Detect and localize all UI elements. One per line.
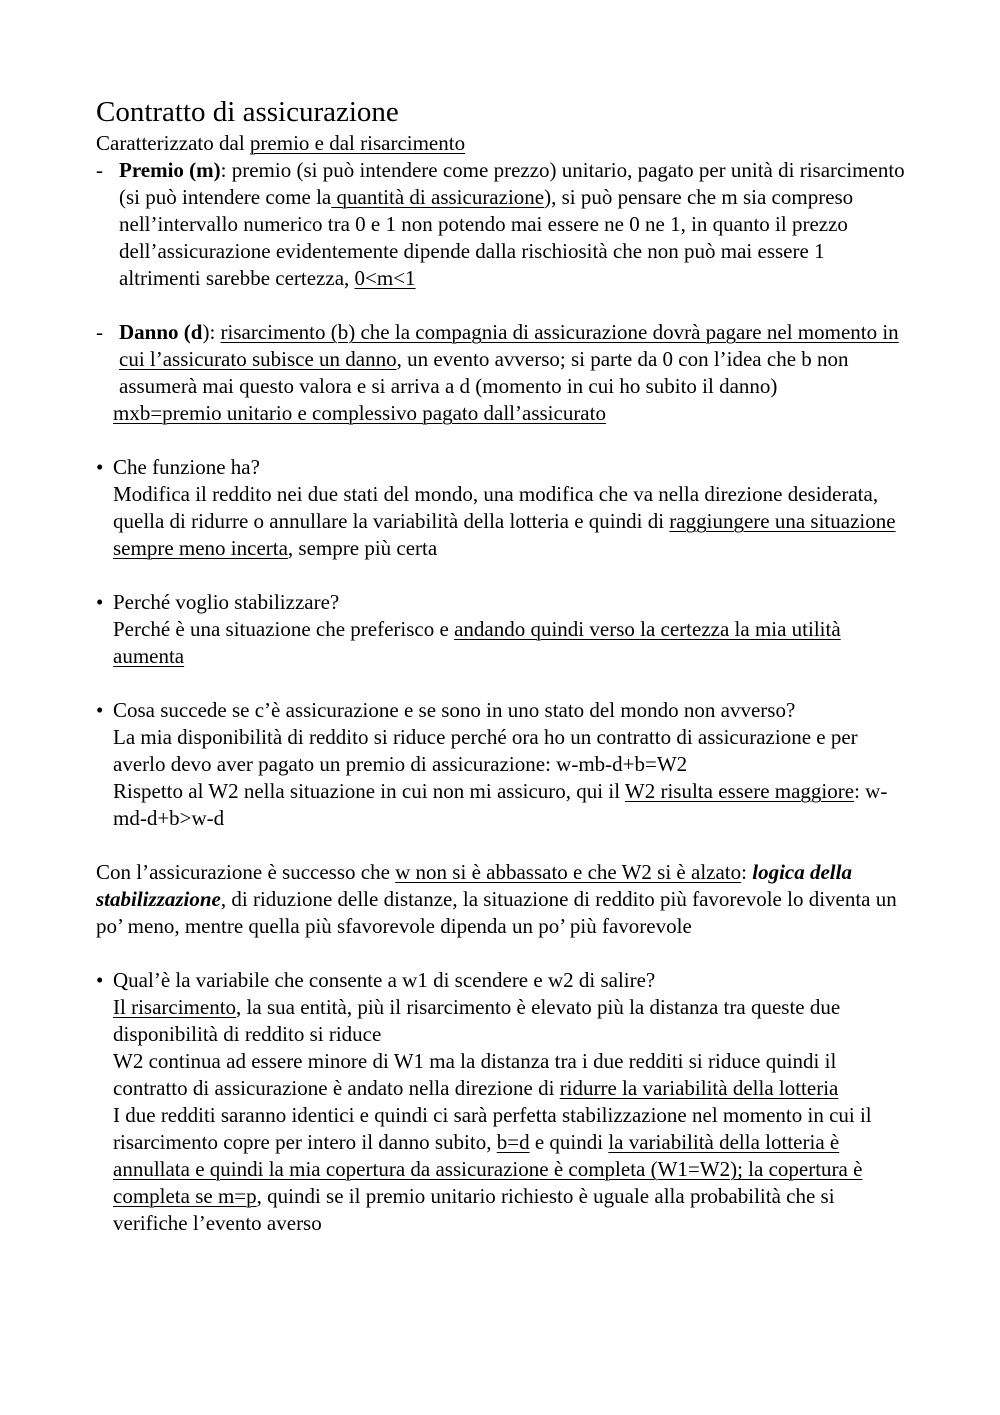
conclusion-text-1: Con l’assicurazione è successo che <box>96 860 396 884</box>
spacer <box>96 562 908 589</box>
document-page <box>96 94 908 1237</box>
q2-text-1: Perché è una situazione che preferisco e <box>113 617 455 641</box>
bullet-marker: • <box>96 455 104 479</box>
q4-underlined-3: b=d <box>496 1130 530 1154</box>
q1-answer <box>113 481 908 562</box>
q4-text-1: , la sua entità, più il risarcimento è elevato più la distanza tra queste due disponibilità di reddito si riduce <box>113 995 841 1046</box>
q3-question: Cosa succede se c’è assicurazione e se sono in uno stato del mondo non avverso? <box>113 698 796 722</box>
q3-underlined: W2 risulta essere maggiore <box>624 779 855 803</box>
q1-underlined: raggiungere una situazione sempre meno incerta <box>113 509 896 560</box>
q4-underlined-1: Il risarcimento <box>113 995 237 1019</box>
q3-text-3: : w-md-d+b>w-d <box>113 779 888 830</box>
q1-text-2: , sempre più certa <box>287 536 438 560</box>
q3-answer-1: La mia disponibilità di reddito si riduce perché ora ho un contratto di assicurazione e per averlo devo aver pagato un premio di assicurazione: w-mb-d+b=W2 <box>113 725 858 776</box>
q4-answer-1 <box>113 994 908 1048</box>
q1-text-1: Modifica il reddito nei due stati del mondo, una modifica che va nella direzione desiderata, quella di ridurre o annullare la variabilità della lotteria e quindi di <box>113 482 879 533</box>
q4-underlined-4: la variabilità della lotteria è annullata e quindi la mia copertura da assicurazione è completa (W1=W2); la copertura è completa se m=p <box>113 1130 863 1208</box>
subtitle-text: Caratterizzato dal <box>96 131 250 155</box>
spacer <box>96 832 908 859</box>
danno-label: Danno (d <box>119 320 203 344</box>
bullet-q2 <box>96 589 908 670</box>
danno-item <box>96 319 908 400</box>
q4-text-3: I due redditi saranno identici e quindi ci sarà perfetta stabilizzazione nel momento in cui il risarcimento copre per intero il danno subito, <box>113 1103 872 1154</box>
conclusion-text-2: : <box>741 860 753 884</box>
q3-text-2: Rispetto al W2 nella situazione in cui non mi assicuro, qui il <box>113 779 625 803</box>
dash-marker: - <box>96 158 103 182</box>
conclusion-underlined: w non si è abbassato e che W2 si è alzato <box>395 860 742 884</box>
q2-answer <box>113 616 908 670</box>
spacer <box>96 670 908 697</box>
premio-label: Premio (m) <box>119 158 221 182</box>
q4-answer-2 <box>113 1048 908 1102</box>
premio-underlined-2: 0<m<1 <box>354 266 416 290</box>
q4-text-5: , quindi se il premio unitario richiesto è uguale alla probabilità che si verifiche l’evento averso <box>113 1184 835 1235</box>
bullet-q1 <box>96 454 908 562</box>
spacer <box>96 940 908 967</box>
q4-text-4: e quindi <box>529 1130 609 1154</box>
dash-marker: - <box>96 320 103 344</box>
q4-underlined-2: ridurre la variabilità della lotteria <box>559 1076 839 1100</box>
premio-text-2: ), si può pensare che m sia compreso nell’intervallo numerico tra 0 e 1 non potendo mai essere ne 0 ne 1, in quanto il prezzo dell’assicurazione evidentemente dipende dalla rischiosità che non può mai essere 1 altrimenti sarebbe certezza, <box>119 185 854 290</box>
spacer <box>96 292 908 319</box>
premio-underlined-1: quantità di assicurazione <box>331 185 545 209</box>
page-title: Contratto di assicurazione <box>96 96 399 128</box>
premio-text-1: : premio (si può intendere come prezzo) unitario, pagato per unità di risarcimento (si può intendere come la <box>119 158 905 209</box>
bullet-marker: • <box>96 698 104 722</box>
danno-text-0: ): <box>202 320 221 344</box>
subtitle-underlined: premio e dal risarcimento <box>249 131 466 155</box>
bullet-marker: • <box>96 968 104 992</box>
danno-text-1: , un evento avverso; si parte da 0 con l’idea che b non assumerà mai questo valora e si arriva a d (momento in cui ho subito il danno) <box>119 347 849 398</box>
q3-answer-2 <box>113 778 908 832</box>
formula-mxb <box>96 400 908 427</box>
q4-answer-3 <box>113 1102 908 1237</box>
bullet-q4 <box>96 967 908 1237</box>
q2-question: Perché voglio stabilizzare? <box>113 590 340 614</box>
premio-paragraph <box>119 157 908 292</box>
formula-mxb-text: mxb=premio unitario e complessivo pagato dall’assicurato <box>113 401 606 425</box>
spacer <box>96 427 908 454</box>
danno-paragraph <box>119 319 908 400</box>
conclusion-text-3: , di riduzione delle distanze, la situazione di reddito più favorevole lo diventa un po’ meno, mentre quella più sfavorevole dipenda un po’ più favorevole <box>96 887 897 938</box>
q4-text-2: W2 continua ad essere minore di W1 ma la distanza tra i due redditi si riduce quindi il contratto di assicurazione è andato nella direzione di <box>113 1049 837 1100</box>
bullet-q3 <box>96 697 908 832</box>
conclusion-paragraph <box>96 859 908 940</box>
danno-underlined: risarcimento (b) che la compagnia di assicurazione dovrà pagare nel momento in cui l’assicurato subisce un danno <box>119 320 899 371</box>
q2-underlined: andando quindi verso la certezza la mia utilità aumenta <box>113 617 841 668</box>
premio-item <box>96 157 908 292</box>
q1-question: Che funzione ha? <box>113 455 260 479</box>
conclusion-bold-italic: logica della stabilizzazione <box>96 860 852 911</box>
bullet-marker: • <box>96 590 104 614</box>
q4-question: Qual’è la variabile che consente a w1 di scendere e w2 di salire? <box>113 968 656 992</box>
subtitle <box>96 130 908 157</box>
